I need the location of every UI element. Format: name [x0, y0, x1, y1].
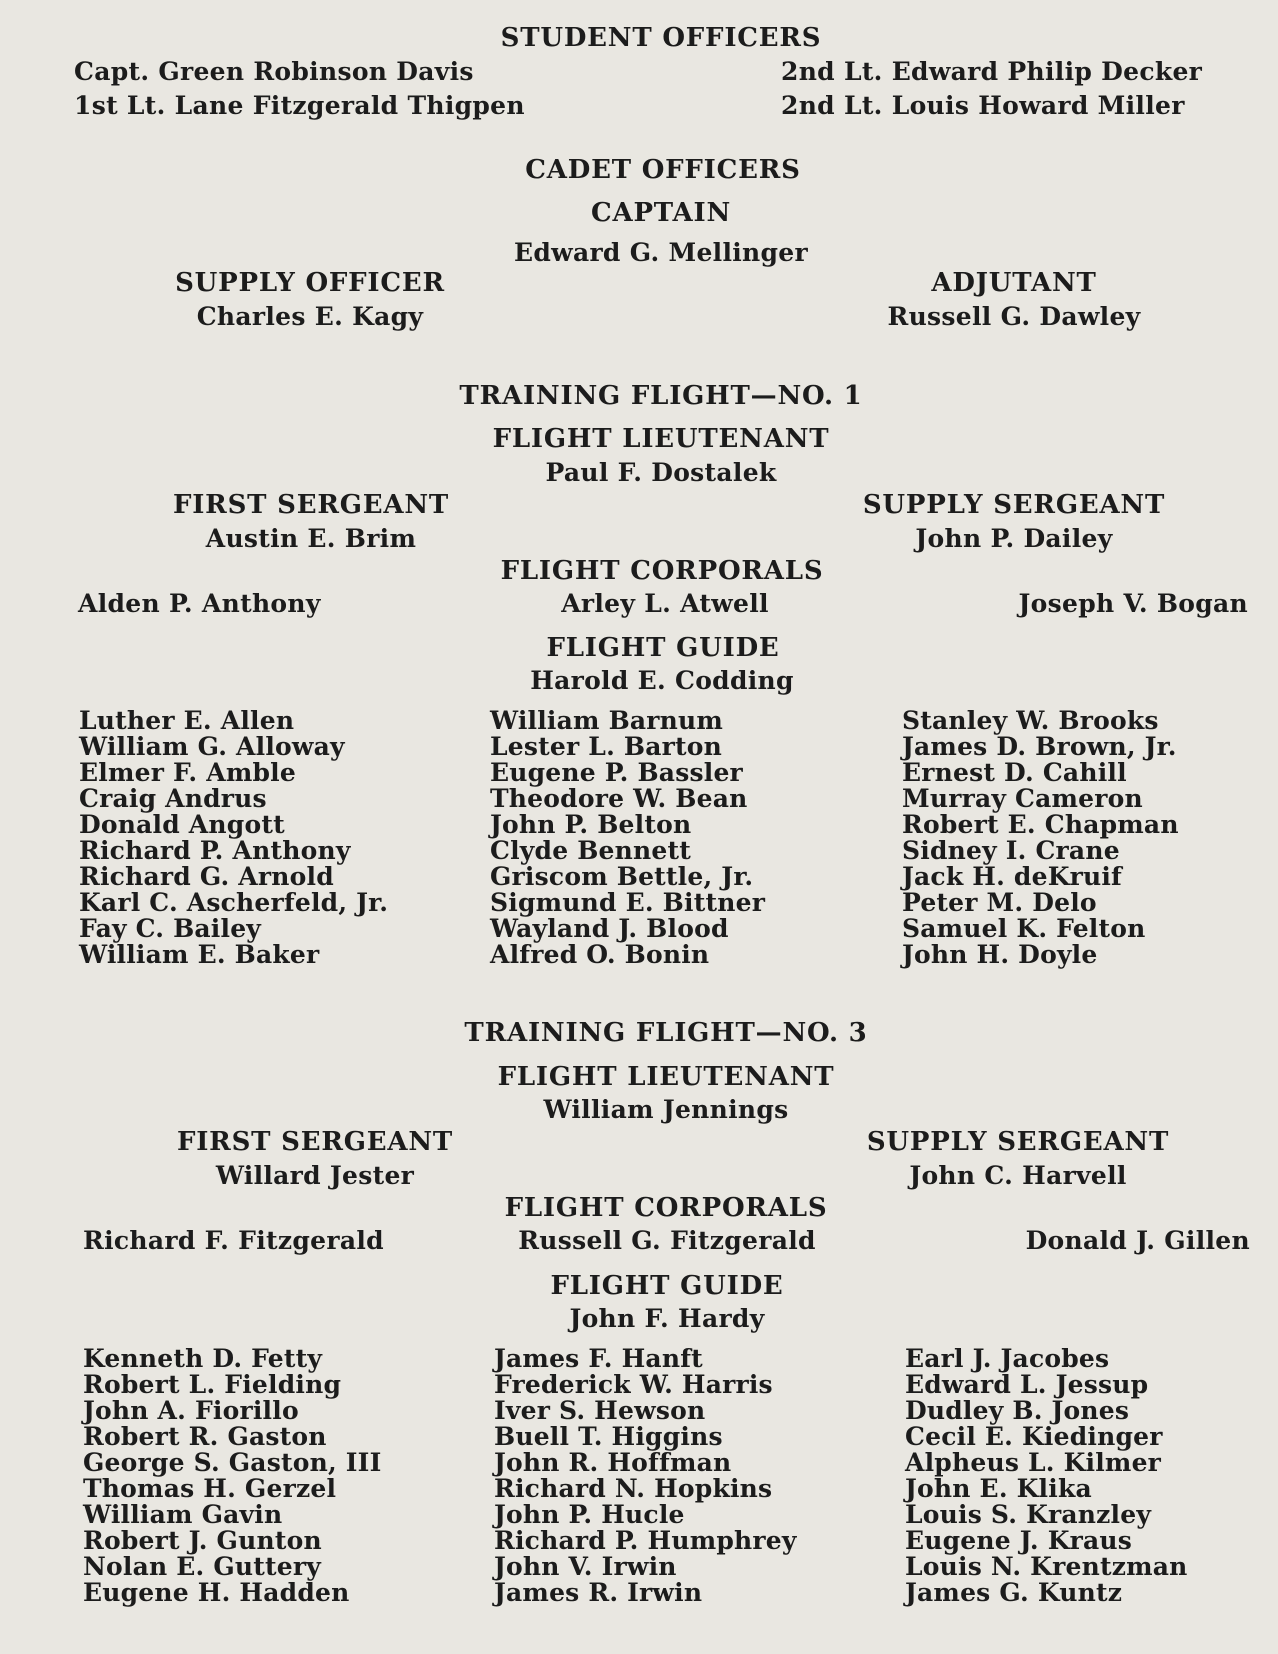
roster-name: Sidney I. Crane — [902, 836, 1120, 865]
student-officers-heading: STUDENT OFFICERS — [500, 23, 822, 53]
roster-name: John E. Klika — [905, 1474, 1092, 1503]
flight3-guide-name: John F. Hardy — [569, 1304, 765, 1333]
captain-title: CAPTAIN — [590, 198, 732, 228]
roster-name: Nolan E. Guttery — [83, 1552, 321, 1581]
roster-name: Luther E. Allen — [79, 706, 295, 735]
roster-name: John V. Irwin — [494, 1552, 677, 1581]
roster-name: William G. Alloway — [79, 732, 345, 761]
roster-name: Kenneth D. Fetty — [83, 1344, 323, 1373]
flight3-lieutenant-name: William Jennings — [543, 1095, 789, 1124]
roster-name: Craig Andrus — [79, 784, 267, 813]
student-officer-name: Capt. Green Robinson Davis — [74, 57, 474, 86]
flight3-corporals-title: FLIGHT CORPORALS — [504, 1193, 828, 1223]
flight3-roster-col2 — [494, 1346, 797, 1606]
roster-name: Ernest D. Cahill — [902, 758, 1127, 787]
roster-name: Theodore W. Bean — [490, 784, 748, 813]
flight3-guide-title: FLIGHT GUIDE — [550, 1271, 784, 1301]
roster-name: Stanley W. Brooks — [902, 706, 1159, 735]
roster-name: William Gavin — [83, 1500, 283, 1529]
roster-name: William E. Baker — [79, 940, 320, 969]
flight1-first-sergeant-name: Austin E. Brim — [205, 524, 417, 553]
flight3-corporal-name: Richard F. Fitzgerald — [83, 1226, 384, 1255]
supply-officer-title: SUPPLY OFFICER — [175, 268, 445, 298]
flight3-first-sergeant-title: FIRST SERGEANT — [176, 1127, 454, 1157]
roster-name: Eugene J. Kraus — [905, 1526, 1133, 1555]
roster-name: Frederick W. Harris — [494, 1370, 773, 1399]
cadet-officers-heading: CADET OFFICERS — [525, 155, 801, 185]
supply-officer-name: Charles E. Kagy — [196, 302, 424, 331]
roster-name: Murray Cameron — [902, 784, 1143, 813]
flight1-corporal-name: Alden P. Anthony — [78, 589, 321, 618]
flight1-supply-sergeant-name: John P. Dailey — [915, 524, 1113, 553]
roster-name: Alfred O. Bonin — [490, 940, 710, 969]
student-officer-name: 2nd Lt. Edward Philip Decker — [781, 57, 1203, 86]
flight1-first-sergeant-title: FIRST SERGEANT — [172, 490, 450, 520]
flight1-roster-col2 — [490, 708, 765, 968]
roster-name: Dudley B. Jones — [905, 1396, 1130, 1425]
flight3-first-sergeant-name: Willard Jester — [215, 1161, 415, 1190]
roster-name: Wayland J. Blood — [490, 914, 729, 943]
flight1-corporal-name: Arley L. Atwell — [561, 589, 769, 618]
roster-name: Cecil E. Kiedinger — [905, 1422, 1163, 1451]
adjutant-name: Russell G. Dawley — [887, 302, 1141, 331]
student-officer-name: 2nd Lt. Louis Howard Miller — [781, 91, 1185, 120]
roster-name: William Barnum — [490, 706, 724, 735]
roster-name: Eugene P. Bassler — [490, 758, 743, 787]
roster-name: Alpheus L. Kilmer — [905, 1448, 1162, 1477]
roster-name: Elmer F. Amble — [79, 758, 296, 787]
flight1-corporal-name: Joseph V. Bogan — [1018, 589, 1248, 618]
roster-name: Griscom Bettle, Jr. — [490, 862, 754, 891]
roster-name: John P. Hucle — [494, 1500, 685, 1529]
roster-name: Donald Angott — [79, 810, 285, 839]
flight1-roster-col1 — [79, 708, 388, 968]
roster-name: James F. Hanft — [494, 1344, 703, 1373]
flight1-supply-sergeant-title: SUPPLY SERGEANT — [862, 490, 1166, 520]
flight3-supply-sergeant-title: SUPPLY SERGEANT — [866, 1127, 1170, 1157]
roster-name: John R. Hoffman — [494, 1448, 732, 1477]
roster-name: Sigmund E. Bittner — [490, 888, 766, 917]
roster-name: Earl J. Jacobes — [905, 1344, 1110, 1373]
roster-name: James R. Irwin — [494, 1578, 703, 1607]
flight3-lieutenant-title: FLIGHT LIEUTENANT — [497, 1062, 835, 1092]
roster-name: John P. Belton — [490, 810, 692, 839]
roster-name: Eugene H. Hadden — [83, 1578, 350, 1607]
roster-name: James G. Kuntz — [905, 1578, 1123, 1607]
roster-name: Edward L. Jessup — [905, 1370, 1149, 1399]
flight3-roster-col1 — [83, 1346, 381, 1606]
flight1-heading: TRAINING FLIGHT—NO. 1 — [459, 381, 863, 411]
roster-name: Robert L. Fielding — [83, 1370, 342, 1399]
flight3-corporal-name: Donald J. Gillen — [1025, 1226, 1250, 1255]
flight3-corporal-name: Russell G. Fitzgerald — [518, 1226, 816, 1255]
flight3-heading: TRAINING FLIGHT—NO. 3 — [464, 1018, 868, 1048]
roster-name: Buell T. Higgins — [494, 1422, 723, 1451]
student-officer-name: 1st Lt. Lane Fitzgerald Thigpen — [74, 91, 525, 120]
flight1-roster-col3 — [902, 708, 1179, 968]
roster-name: Peter M. Delo — [902, 888, 1097, 917]
roster-name: Robert R. Gaston — [83, 1422, 327, 1451]
roster-name: Fay C. Bailey — [79, 914, 262, 943]
flight1-lieutenant-title: FLIGHT LIEUTENANT — [492, 424, 830, 454]
flight1-corporals-title: FLIGHT CORPORALS — [500, 556, 824, 586]
roster-name: Louis S. Kranzley — [905, 1500, 1152, 1529]
roster-name: Lester L. Barton — [490, 732, 722, 761]
roster-name: Clyde Bennett — [490, 836, 692, 865]
captain-name: Edward G. Mellinger — [514, 238, 808, 267]
roster-name: Richard G. Arnold — [79, 862, 334, 891]
roster-name: Richard P. Anthony — [79, 836, 351, 865]
roster-name: Richard P. Humphrey — [494, 1526, 797, 1555]
flight1-guide-title: FLIGHT GUIDE — [546, 633, 780, 663]
roster-name: Samuel K. Felton — [902, 914, 1146, 943]
roster-name: Jack H. deKruif — [902, 862, 1123, 891]
roster-name: George S. Gaston, III — [83, 1448, 382, 1477]
flight3-roster-col3 — [905, 1346, 1188, 1606]
flight3-supply-sergeant-name: John C. Harvell — [909, 1161, 1127, 1190]
adjutant-title: ADJUTANT — [931, 268, 1097, 298]
roster-name: Karl C. Ascherfeld, Jr. — [79, 888, 389, 917]
roster-name: Iver S. Hewson — [494, 1396, 706, 1425]
roster-name: John A. Fiorillo — [83, 1396, 299, 1425]
roster-name: Robert J. Gunton — [83, 1526, 322, 1555]
roster-name: Thomas H. Gerzel — [83, 1474, 337, 1503]
flight1-lieutenant-name: Paul F. Dostalek — [545, 458, 777, 487]
roster-name: Robert E. Chapman — [902, 810, 1179, 839]
flight1-guide-name: Harold E. Codding — [530, 666, 794, 695]
roster-name: Louis N. Krentzman — [905, 1552, 1188, 1581]
roster-name: James D. Brown, Jr. — [902, 732, 1177, 761]
roster-name: John H. Doyle — [902, 940, 1098, 969]
roster-name: Richard N. Hopkins — [494, 1474, 773, 1503]
